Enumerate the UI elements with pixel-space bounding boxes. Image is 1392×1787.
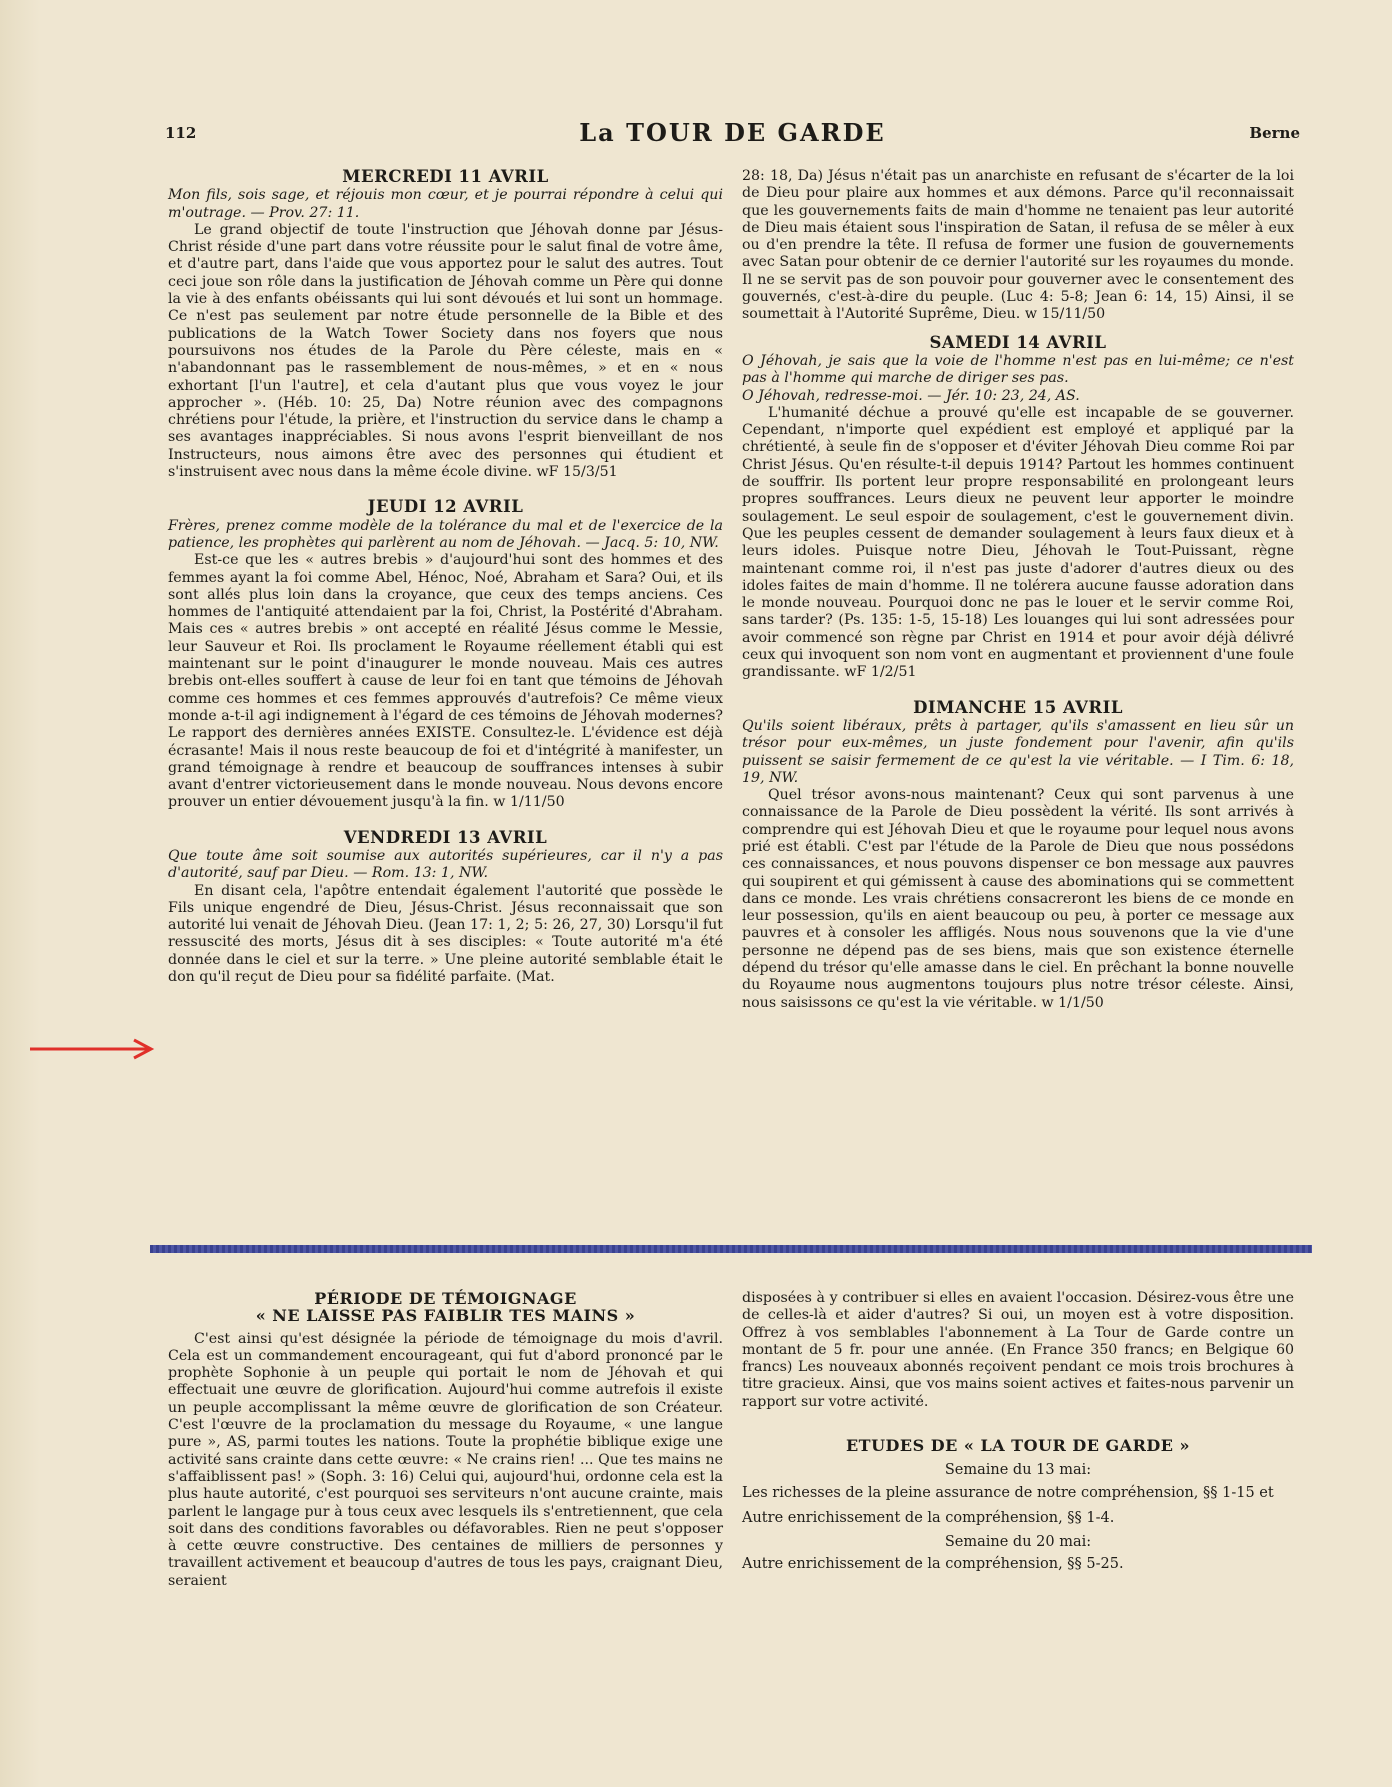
page-header bbox=[165, 118, 1300, 158]
day-entry-saturday bbox=[742, 334, 1294, 682]
day-entry-wednesday bbox=[168, 168, 723, 481]
day-body: En disant cela, l'apôtre entendait également l'autorité que possède le Fils unique engendré de Dieu, Jésus-Christ. Jésus reconnaissait que son autorité lui venait de Jéhovah Dieu. (Jean 17: 1, 2; 5: 26, 27, 30) Lorsqu'il fut ressuscité des morts, Jésus dit à ses disciples: « Toute autorité m'a été donnée dans le ciel et sur la terre. » Une pleine autorité semblable était le don qu'il reçut de Dieu pour sa fidélité parfaite. (Mat. bbox=[168, 882, 723, 986]
day-verse: Mon fils, sois sage, et réjouis mon cœur, et je pourrai répondre à celui qui m'outrage. — Prov. 27: 11. bbox=[168, 187, 723, 221]
page-edge-shadow bbox=[0, 0, 40, 1787]
study-week: Semaine du 13 mai: bbox=[944, 1462, 1092, 1479]
day-heading: DIMANCHE 15 AVRIL bbox=[913, 697, 1123, 717]
red-arrow-icon bbox=[30, 1038, 160, 1060]
day-verse: Qu'ils soient libéraux, prêts à partager, qu'ils s'amassent en lieu sûr un trésor pour eux-mêmes, un juste fondement pour l'avenir, afin qu'ils puissent se saisir fermement de ce qu'est la vie véritable. — I Tim. 6: 18, 19, NW. bbox=[742, 717, 1294, 786]
day-body: Le grand objectif de toute l'instruction que Jéhovah donne par Jésus-Christ réside d'une part dans votre réussite pour le salut final de votre âme, et d'autre part, dans l'aide que vous apportez pour le salut des autres. Tout ceci joue son rôle dans la justification de Jéhovah comme un Père qui donne la vie à des enfants obéissants qui lui sont dévoués et lui sont un hommage. Ce n'est pas seulement par notre étude personnelle de la Bible et des publications de la Watch Tower Society dans nos foyers que nous poursuivons nos études de la Parole du Père céleste, mais en « n'abandonnant pas le rassemblement de nous-mêmes, » et en « nous exhortant [l'un l'autre], et cela d'autant plus que vous voyez le jour approcher ». (Héb. 10: 25, Da) Notre réunion avec des compagnons chrétiens pour l'étude, la prière, et l'instruction du service dans le champ a ses avantages inappréciables. Si nous avons l'esprit bienveillant de nos Instructeurs, nous aimons être avec des personnes qui étudient et s'instruisent avec nous dans la même école divine. wF 15/3/51 bbox=[168, 221, 723, 481]
day-heading: MERCREDI 11 AVRIL bbox=[342, 167, 549, 186]
page-city: Berne bbox=[1249, 124, 1300, 142]
study-item: Les richesses de la pleine assurance de notre compréhension, §§ 1-15 et bbox=[742, 1484, 1274, 1501]
study-item: Autre enrichissement de la compréhension, §§ 5-25. bbox=[742, 1555, 1124, 1572]
day-heading: JEUDI 12 AVRIL bbox=[367, 497, 524, 517]
day-verse: Que toute âme soit soumise aux autorités supérieures, car il n'y a pas d'autorité, sauf par Dieu. — Rom. 13: 1, NW. bbox=[168, 847, 723, 882]
witnessing-subheading: « NE LAISSE PAS FAIBLIR TES MAINS » bbox=[255, 1306, 636, 1326]
witnessing-heading: PÉRIODE DE TÉMOIGNAGE bbox=[314, 1289, 577, 1308]
witnessing-body: C'est ainsi qu'est désignée la période de témoignage du mois d'avril. Cela est un commandement encourageant, qui fut d'abord prononcé par le prophète Sophonie à un peuple qui portait le nom de Jéhovah et qui effectuait une œuvre de glorification. Aujourd'hui comme autrefois il existe un peuple accomplissant la même œuvre de glorification de son Créateur. C'est l'œuvre de la proclamation du message du Royaume, « une langue pure », AS, parmi toutes les nations. Toute la prophétie biblique exige une activité sans crainte dans cette œuvre: « Ne crains rien! ... Que tes mains ne s'affaiblissent pas! » (Soph. 3: 16) Celui qui, aujourd'hui, ordonne cela est la plus haute autorité, c'est pourquoi ses serviteurs n'ont aucune crainte, mais parlent le langage pur à tous ceux avec lesquels ils s'entretiennent, que cela soit dans des conditions favorables ou défavorables. Rien ne peut s'opposer à cette œuvre constructive. Des centaines de milliers de personnes y travaillent activement et beaucoup d'autres de tous les pays, craignant Dieu, seraient bbox=[168, 1330, 723, 1589]
day-verse: Frères, prenez comme modèle de la tolérance du mal et de l'exercice de la patience, les prophètes qui parlèrent au nom de Jéhovah. — Jacq. 5: 10, NW. bbox=[168, 517, 723, 551]
studies-heading: ETUDES DE « LA TOUR DE GARDE » bbox=[845, 1436, 1190, 1456]
day-body-continued: 28: 18, Da) Jésus n'était pas un anarchiste en refusant de s'écarter de la loi de Dieu pour plaire aux hommes et aux démons. Parce qu'il reconnaissait que les gouvernements faits de main d'homme ne tenaient pas leur autorité de Dieu mais étaient sous l'inspiration de Satan, il refusa de se mêler à eux ou d'en prendre la tête. Il refusa de former une fusion de gouvernements avec Satan pour obtenir de ce dernier l'autorité sur les royaumes du monde. Il ne se servit pas de son pouvoir pour gouverner avec le consentement des gouvernés, c'est-à-dire du peuple. (Luc 4: 5-8; Jean 6: 14, 15) Ainsi, il se soumettait à l'Autorité Suprême, Dieu. w 15/11/50 bbox=[742, 168, 1294, 323]
day-body: L'humanité déchue a prouvé qu'elle est incapable de se gouverner. Cependant, n'importe quel expédient est employé et appliqué par la chrétienté, à seule fin de s'opposer et d'éviter Jéhovah Dieu comme Roi par Christ Jésus. Qu'en résulte-t-il depuis 1914? Partout les hommes continuent de souffrir. Ils portent leur propre responsabilité en prolongeant leurs propres souffrances. Leurs dieux ne peuvent leur apporter le moindre soulagement. Le seul espoir de soulagement, c'est le gouvernement divin. Que les peuples cessent de demander soulagement à leurs faux dieux et à leurs idoles. Puisque notre Dieu, Jéhovah le Tout-Puissant, règne maintenant comme roi, il n'est pas juste d'adorer d'autres dieux ou des idoles faites de main d'homme. Il ne tolérera aucune fausse adoration dans le monde nouveau. Pourquoi donc ne pas le louer et le servir comme Roi, sans tarder? (Ps. 135: 1-5, 15-18) Les louanges qui lui sont adressées pour avoir commencé son règne par Christ en 1914 et pour avoir déjà délivré ceux qui invoquent son nom vont en augmentant et proviennent d'une foule grandissante. wF 1/2/51 bbox=[742, 404, 1294, 681]
witnessing-continued bbox=[742, 1290, 1294, 1574]
day-verse-ref: O Jéhovah, redresse-moi. — Jér. 10: 23, 24, AS. bbox=[742, 387, 1080, 404]
day-body: Quel trésor avons-nous maintenant? Ceux qui sont parvenus à une connaissance de la Parole de Dieu possèdent la vérité. Ils sont arrivés à comprendre qui est Jéhovah Dieu et que le royaume pour lequel nous avons prié est établi. C'est par l'étude de la Parole de Dieu que nous possédons ces connaissances, et nous pouvons dispenser ce bon message aux pauvres qui soupirent et qui gémissent à cause des abominations qui se commettent dans ce monde. Les vrais chrétiens consacreront les biens de ce monde en leur possession, qu'ils en aient beaucoup ou peu, à porter ce message aux pauvres et à consoler les affligés. Nous nous souvenons que la vie d'une personne ne dépend pas de ses biens, mais que son existence éternelle dépend du trésor qu'elle amasse dans le ciel. En prêchant la bonne nouvelle du Royaume nous augmentons toujours plus notre trésor céleste. Ainsi, nous saisissons ce qu'est la vie véritable. w 1/1/50 bbox=[742, 787, 1294, 1011]
page-number: 112 bbox=[165, 124, 197, 142]
section-divider bbox=[150, 1245, 1312, 1253]
left-column bbox=[168, 168, 723, 986]
page-title: La TOUR DE GARDE bbox=[579, 118, 886, 147]
studies-section bbox=[742, 1437, 1294, 1574]
day-entry-sunday bbox=[742, 699, 1294, 1012]
witnessing-section bbox=[168, 1290, 723, 1590]
day-entry-friday bbox=[168, 829, 723, 987]
study-item: Autre enrichissement de la compréhension, §§ 1-4. bbox=[742, 1509, 1115, 1526]
day-body: Est-ce que les « autres brebis » d'aujourd'hui sont des hommes et des femmes ayant la foi comme Abel, Hénoc, Noé, Abraham et Sara? Oui, et ils sont allés plus loin dans la croyance, que ceux des temps anciens. Ces hommes de l'antiquité attendaient par la foi, Christ, la Postérité d'Abraham. Mais ces « autres brebis » ont accepté en réalité Jésus comme le Messie, leur Sauveur et Roi. Ils proclament le Royaume réellement établi qui est maintenant sur le point d'inaugurer le monde nouveau. Mais ces autres brebis ont-elles souffert à cause de leur foi en tant que témoins de Jéhovah comme ces hommes et ces femmes approuvés d'autrefois? Ce même vieux monde a-t-il agi indignement à l'égard de ces témoins de Jéhovah modernes? Le rapport des dernières années EXISTE. Consultez-le. L'évidence est déjà écrasante! Mais il nous reste beaucoup de foi et d'intégrité à manifester, un grand témoignage à rendre et beaucoup de souffrances intenses à subir avant d'entrer victorieusement dans le monde nouveau. Nous devons encore prouver un entier dévouement jusqu'à la fin. w 1/11/50 bbox=[168, 552, 723, 811]
witnessing-body-continued: disposées à y contribuer si elles en avaient l'occasion. Désirez-vous être une de celles-là et aider d'autres? Si oui, un moyen est à votre disposition. Offrez à vos semblables l'abonnement à La Tour de Garde contre un montant de 5 fr. pour une année. (En France 350 francs; en Belgique 60 francs) Les nouveaux abonnés reçoivent pendant ce mois trois brochures à titre gracieux. Ainsi, que vos mains soient actives et faites-nous parvenir un rapport sur votre activité. bbox=[742, 1290, 1294, 1410]
day-verse: O Jéhovah, je sais que la voie de l'homme n'est pas en lui-même; ce n'est pas à l'homme qui marche de diriger ses pas. bbox=[742, 352, 1294, 387]
study-week: Semaine du 20 mai: bbox=[944, 1533, 1092, 1550]
right-column bbox=[742, 168, 1294, 1012]
day-heading: VENDREDI 13 AVRIL bbox=[343, 827, 548, 847]
day-heading: SAMEDI 14 AVRIL bbox=[929, 332, 1107, 352]
day-entry-thursday bbox=[168, 498, 723, 811]
